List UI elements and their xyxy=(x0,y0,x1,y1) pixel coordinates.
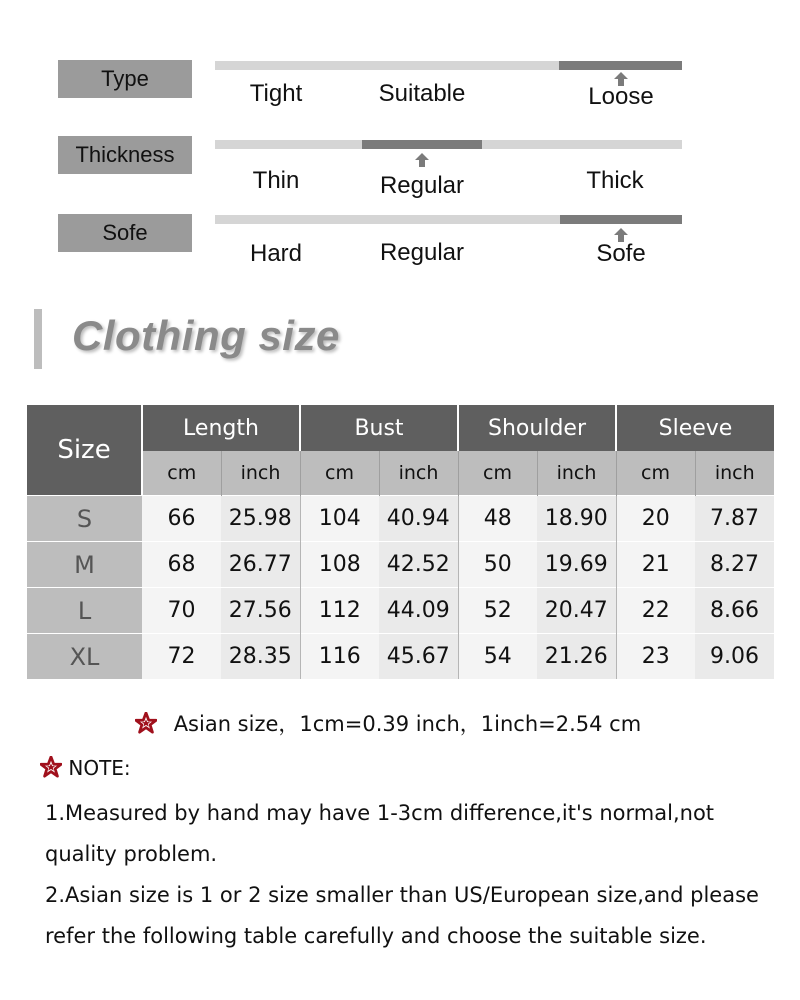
attribute-scale-bar xyxy=(215,140,682,149)
attribute-scale-bar xyxy=(215,215,682,224)
value-cell: 21 xyxy=(616,542,695,588)
attribute-row-thickness xyxy=(0,136,800,216)
value-cell: 112 xyxy=(300,588,379,634)
value-cell: 18.90 xyxy=(537,496,616,542)
value-cell: 70 xyxy=(142,588,221,634)
value-cell: 54 xyxy=(458,634,537,680)
value-cell: 19.69 xyxy=(537,542,616,588)
attribute-option: Thick xyxy=(586,167,644,194)
star-icon xyxy=(40,756,62,778)
note-body xyxy=(45,793,775,957)
column-group-header: Shoulder xyxy=(458,405,616,451)
attribute-option: Hard xyxy=(249,240,303,267)
section-title: Clothing size xyxy=(72,312,340,359)
unit-header: inch xyxy=(695,451,774,496)
unit-header: cm xyxy=(142,451,221,496)
size-cell: L xyxy=(27,588,142,634)
attribute-option: Suitable xyxy=(378,80,466,107)
attribute-option: Tight xyxy=(249,80,303,107)
unit-header: cm xyxy=(616,451,695,496)
value-cell: 9.06 xyxy=(695,634,774,680)
value-cell: 50 xyxy=(458,542,537,588)
value-cell: 7.87 xyxy=(695,496,774,542)
value-cell: 48 xyxy=(458,496,537,542)
value-cell: 52 xyxy=(458,588,537,634)
table-row xyxy=(27,588,774,634)
attribute-label: Sofe xyxy=(58,214,192,252)
value-cell: 8.66 xyxy=(695,588,774,634)
size-table xyxy=(27,405,774,679)
table-row xyxy=(27,634,774,680)
up-arrow-icon xyxy=(415,153,429,167)
unit-header: inch xyxy=(537,451,616,496)
value-cell: 42.52 xyxy=(379,542,458,588)
column-group-header: Length xyxy=(142,405,300,451)
attribute-scale-bar xyxy=(215,61,682,70)
star-icon xyxy=(135,712,157,734)
column-group-header: Bust xyxy=(300,405,458,451)
value-cell: 23 xyxy=(616,634,695,680)
asian-size-note xyxy=(135,708,641,738)
unit-header: cm xyxy=(458,451,537,496)
value-cell: 20.47 xyxy=(537,588,616,634)
size-cell: M xyxy=(27,542,142,588)
value-cell: 116 xyxy=(300,634,379,680)
unit-header: cm xyxy=(300,451,379,496)
value-cell: 44.09 xyxy=(379,588,458,634)
value-cell: 45.67 xyxy=(379,634,458,680)
value-cell: 66 xyxy=(142,496,221,542)
table-row xyxy=(27,542,774,588)
value-cell: 68 xyxy=(142,542,221,588)
value-cell: 26.77 xyxy=(221,542,300,588)
note-heading xyxy=(40,756,131,780)
value-cell: 8.27 xyxy=(695,542,774,588)
unit-header: inch xyxy=(221,451,300,496)
value-cell: 108 xyxy=(300,542,379,588)
size-cell: S xyxy=(27,496,142,542)
size-header: Size xyxy=(27,405,142,496)
value-cell: 20 xyxy=(616,496,695,542)
heading-accent-bar xyxy=(34,309,42,369)
value-cell: 28.35 xyxy=(221,634,300,680)
attribute-option-selected: Regular xyxy=(379,172,465,199)
value-cell: 22 xyxy=(616,588,695,634)
value-cell: 25.98 xyxy=(221,496,300,542)
value-cell: 40.94 xyxy=(379,496,458,542)
attribute-row-sofe xyxy=(0,212,800,292)
attribute-row-type xyxy=(0,58,800,138)
attribute-option-selected: Sofe xyxy=(596,240,646,267)
note-title: NOTE: xyxy=(68,756,131,780)
value-cell: 21.26 xyxy=(537,634,616,680)
value-cell: 72 xyxy=(142,634,221,680)
unit-header: inch xyxy=(379,451,458,496)
note-item: 2.Asian size is 1 or 2 size smaller than US/European size,and please refer the following table carefully and choose the suitable size. xyxy=(45,883,759,948)
attribute-label: Thickness xyxy=(58,136,192,174)
table-row xyxy=(27,496,774,542)
attribute-label: Type xyxy=(58,60,192,98)
column-group-header: Sleeve xyxy=(616,405,774,451)
note-item: 1.Measured by hand may have 1-3cm difference,it's normal,not quality problem. xyxy=(45,801,715,866)
value-cell: 104 xyxy=(300,496,379,542)
attribute-option: Thin xyxy=(252,167,300,194)
value-cell: 27.56 xyxy=(221,588,300,634)
attribute-option: Regular xyxy=(379,239,465,266)
attribute-option-selected: Loose xyxy=(588,83,654,110)
size-cell: XL xyxy=(27,634,142,680)
asian-size-text: Asian size，1cm=0.39 inch，1inch=2.54 cm xyxy=(173,712,642,736)
